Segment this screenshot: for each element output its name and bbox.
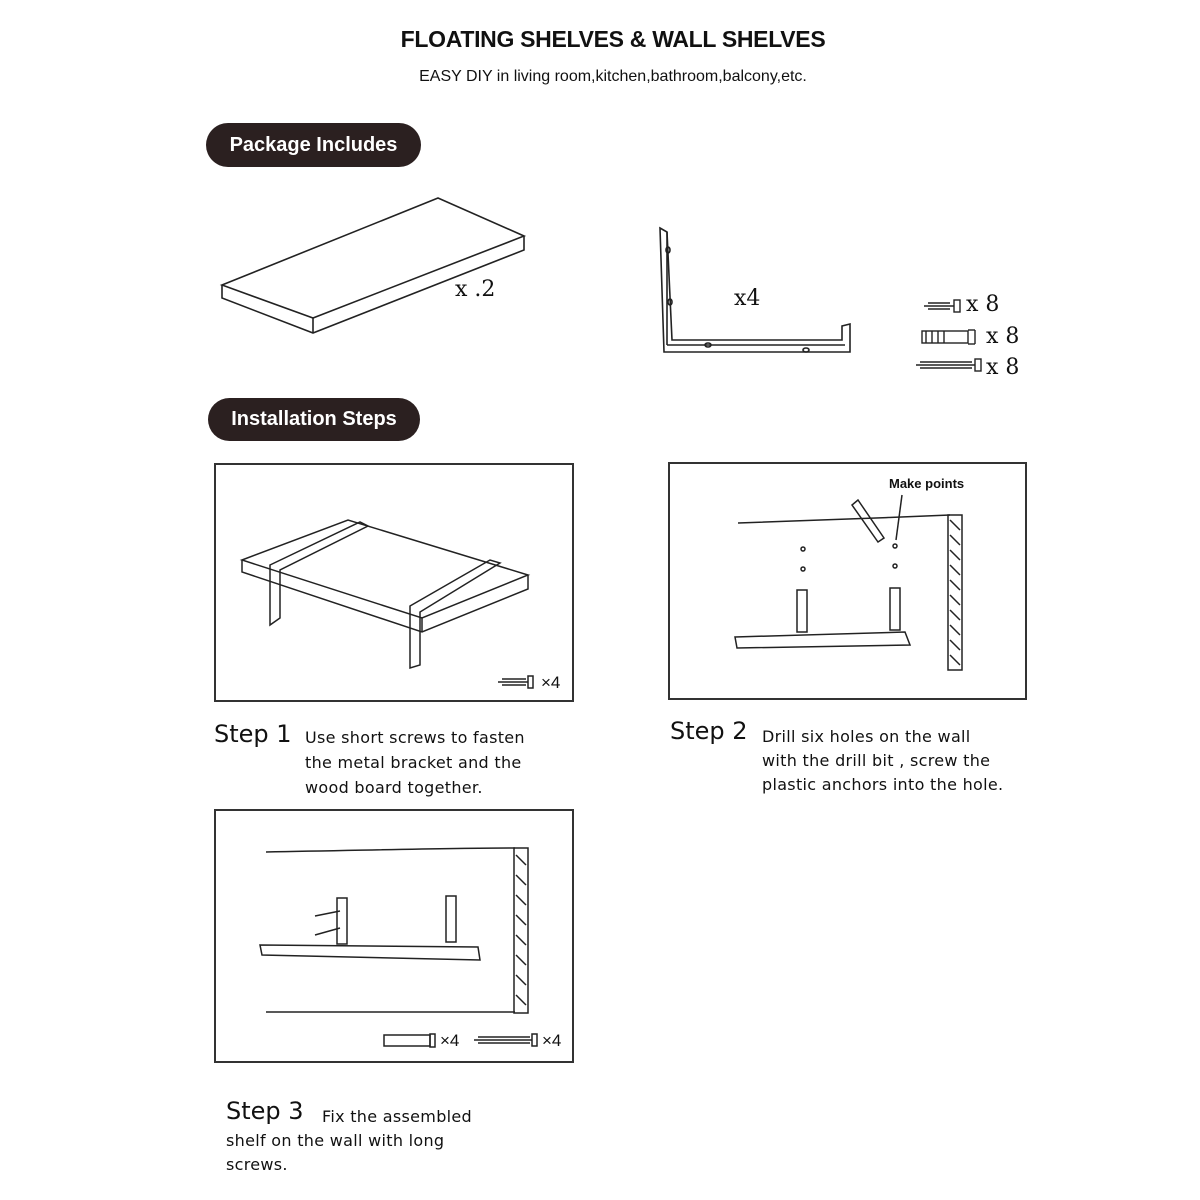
step-1-description xyxy=(305,725,525,800)
step-3-anchor-count: ×4 xyxy=(440,1031,460,1050)
step-3-line: screws. xyxy=(226,1155,288,1174)
make-points-callout: Make points xyxy=(889,476,965,491)
step-3-line: shelf on the wall with long xyxy=(226,1131,445,1150)
page-title: FLOATING SHELVES & WALL SHELVES xyxy=(400,26,826,52)
long-screw-quantity: x 8 xyxy=(986,355,1020,380)
wood-board-icon xyxy=(222,198,524,333)
step-1-label: Step 1 xyxy=(214,720,292,748)
step-2-illustration xyxy=(668,462,1027,700)
short-screw-icon xyxy=(924,300,960,312)
bracket-quantity: x4 xyxy=(734,286,761,311)
step-2-line: with the drill bit , screw the xyxy=(762,751,991,770)
step-1-screw-count: ×4 xyxy=(541,673,561,692)
long-screw-icon xyxy=(916,359,981,371)
installation-steps-heading: Installation Steps xyxy=(208,398,420,441)
step-3-screw-count: ×4 xyxy=(542,1031,562,1050)
step-1-line: Use short screws to fasten xyxy=(305,728,525,747)
board-quantity: x .2 xyxy=(455,277,496,302)
step-3-line: Fix the assembled xyxy=(322,1107,472,1126)
step-1-illustration xyxy=(214,463,574,702)
step-2-description xyxy=(762,725,1003,797)
step-3-description xyxy=(226,1129,444,1177)
step-2-line: Drill six holes on the wall xyxy=(762,727,971,746)
step-2-label: Step 2 xyxy=(670,717,748,745)
package-includes-heading: Package Includes xyxy=(206,123,421,167)
step-2-line: plastic anchors into the hole. xyxy=(762,775,1004,794)
plastic-anchor-icon xyxy=(922,330,975,344)
step-1-line: wood board together. xyxy=(305,778,483,797)
short-screw-quantity: x 8 xyxy=(966,292,1000,317)
anchor-quantity: x 8 xyxy=(986,324,1020,349)
step-1-line: the metal bracket and the xyxy=(305,753,522,772)
page-subtitle: EASY DIY in living room,kitchen,bathroom,balcony,etc. xyxy=(419,68,807,85)
step-3-illustration xyxy=(214,809,574,1063)
step-3-label: Step 3 xyxy=(226,1097,304,1125)
